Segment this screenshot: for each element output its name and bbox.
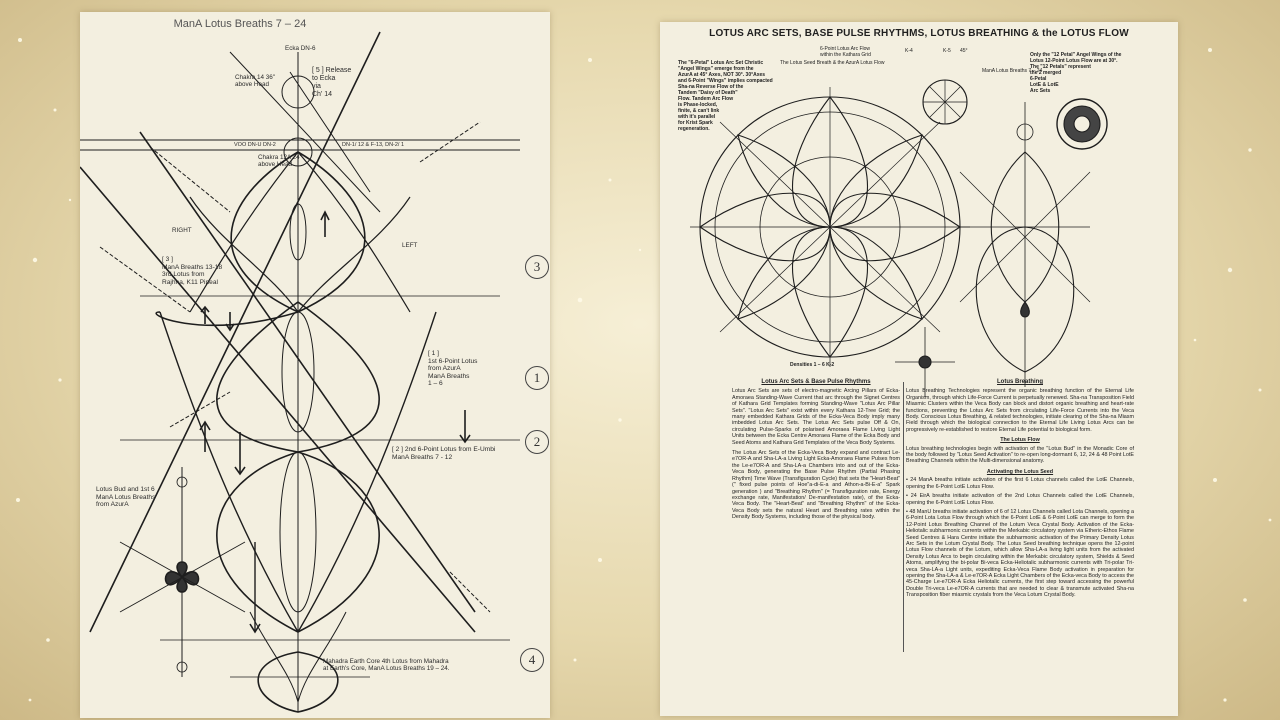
activating-seed-subheading: Activating the Lotus Seed — [986, 468, 1054, 475]
dn-label: DN-1/ 12 & F-13, DN-2/ 1 — [342, 142, 405, 148]
breaths-13-18-label: [ 3 ] ManA Breaths 13-18 3rd Lotus from Rajhna, K11 Pineal — [162, 256, 223, 286]
step-number-2: 2 — [525, 430, 549, 454]
ecka-label: Ecka DN-6 — [285, 45, 316, 52]
col1-paragraph-2: The Lotus Arc Sets of the Ecka-Veca Body expand and contract Le-e7OR-A and Sha-LA-a Living Light Ecka-Amoraea Flame Pulses from the Le-e7OR-A and Sha-LA-a Chambers into and out of the Ecka-Veca Body, generating the Base Pulse Rhythm (Partial Phasing Rhythm) Time Wave (Transfiguration Cycle) that sets the "Heart-Beat" (" fixed pulse points of Hoe"a-di-E-a and Athon-a-Bi-E-a" Spark generation ) and "Breathing Rhythm" (= Transfiguration rate, Energy exchange rate, Manifestation/ De-manifestation rate), of the Ecka-Veca Body. The "Heart-Beat" and "Breathing Rhythm" of the Ecka-Veca Body sets the natural Heart and Breathing rates within the Density Body Systems, including those of the physical body. — [732, 450, 900, 521]
left-label: LEFT — [402, 242, 418, 249]
col1-paragraph-1: Lotus Arc Sets are sets of electro-magnetic Arcing Pillars of Ecka-Amoraea Standing-Wave Current that arc through the Signet Centres of Kathara Grid Templates forming Standing-Wave "Lotus Arc Pillar Sets". "Lotus Arc Sets" exist within every Kathara 12-Tree Grid; the many embedded Kathara Grids of the Ecka-Veca Body imply many imbedded Lotus Arc Sets. The Lotus Arc Sets pulse Off & On, circulating Pulse-Sparks of polarised Amoraea Flame Living Light Units between the Ecka Centre Amoraea Flame of the Ecka Body and Seed Atoms and Kathara Grid Templates of the Veca Body Systems. — [732, 388, 900, 446]
right-label: RIGHT — [172, 227, 192, 234]
release-label: [ 5 ] Release to Ecka via Ch' 14 — [312, 67, 352, 98]
left-document-page — [80, 12, 550, 718]
right-page-title: LOTUS ARC SETS, BASE PULSE RHYTHMS, LOTUS BREATHING & the LOTUS FLOW — [709, 28, 1129, 39]
lotus-arc-sets-column — [732, 379, 900, 525]
densities-caption: Densities 1 – 6 K-2 — [790, 362, 835, 368]
column-divider — [903, 382, 904, 652]
step-number-3: 3 — [525, 255, 549, 279]
mahadra-label: Mahadra Earth Core 4th Lotus from Mahadra at Earth's Core, ManA Lotus Breaths 19 – 24. — [323, 658, 450, 673]
step-number-1: 1 — [525, 366, 549, 390]
deg45-label: 45° — [960, 48, 968, 54]
chakra-14-label: Chakra 14 36" above Head — [235, 74, 276, 88]
lotus-breathing-column — [906, 379, 1134, 602]
bullet-2: • 24 EirA breaths initiate activation of the 2nd Lotus Channels called the LotE Channels, opening the 6-Point LotE Lotus Flow. — [906, 493, 1134, 506]
right-document-page — [660, 22, 1178, 716]
k4-label: K-4 — [905, 48, 913, 54]
mana-breaths-caption: ManA Lotus Breaths 7 – 24 — [982, 68, 1043, 74]
bullet-3: • 48 ManU breaths initiate activation of 6 of 12 Lotus Channels called Lota Channels, opening a 6-Point Lota Lotus Flow through which the 6-Point LotE & 6-Point LotE can merge to form the 12-Point Lotus Breathing Channel of the Lotum Veca Crystal Body. Activation of the Ecka-Heliotalic subharmonic currents within the Merkabic circulatory system via Etheric-Ethos Flame Seed Centres & Hara Centre initiate the subharmonic activation of the Primary Density Lotus Arc Sets in the Lotum Crystal Body. The Lotus Seed breathing technique opens the 12-point Lotus Flow channels of the Lotum, which allow Sha-LA-a living light units from the activated Density Lotus Arcs to begin circulating within the Merkabic circulatory system, Shields & Seed Atoms, amplifying the bi-polar Bi-veca Ecka-Heliotalic subharmonic currents with Tri-polar Tri-veca Sha-LA-a Light units, expediting Ecka-Veca Flame Body activation in preparation for opening the Sha-LA-a & Le-e7OR-A Ecka Light Chambers of the Ecka-veca Body to access the 45-Charge Le-e7OR-A Ecka Heliotalic currents, the first step toward accessing the powerful Double Tri-veca Le-e7OR-A currents that are needed to clear & transmute activated Sha-na Transposition fiber miasmic crystals from the Veca Lotum Crystal Body. — [906, 508, 1134, 599]
col1-heading: Lotus Arc Sets & Base Pulse Rhythms — [761, 379, 871, 385]
lotus-bud-label: Lotus Bud and 1st 6 ManA Lotus Breaths from AzurA — [96, 486, 156, 509]
lotus-flow-subheading: The Lotus Flow — [1000, 437, 1040, 444]
chakra-12a-label: Chakra 12A 24" above Head — [258, 154, 302, 168]
lotus-breath-diagram — [80, 12, 550, 718]
left-page-title: ManA Lotus Breaths 7 – 24 — [173, 18, 307, 30]
bullet-1: • 24 ManA breaths initiate activation of the first 6 Lotus channels called the LotE Channels, opening the 6-Point LotE Lotus Flow. — [906, 477, 1134, 490]
first-lotus-label: [ 1 ] 1st 6-Point Lotus from AzurA ManA Breaths 1 – 6 — [428, 350, 478, 388]
voo-label: VOO DN-U DN-2 — [234, 142, 276, 148]
lotus-seed-caption: The Lotus Seed Breath & the AzurA Lotus Flow — [780, 60, 885, 66]
six-point-caption: 6-Point Lotus Arc Flow within the Kathara Grid — [820, 46, 871, 58]
k5-label: K-5 — [943, 48, 951, 54]
twelve-petal-caption: Only the "12 Petal" Angel Wings of the Lotus 12-Point Lotus Flow are at 30°. The "12 Petals" represent the 2 merged 6-Petal LotE & LotE Arc Sets — [1030, 52, 1122, 94]
col2-paragraph-1: Lotus Breathing Technologies represent the organic breathing function of the Eternal Life Organism, through which Life-Force Current is perpetually renewed. Sha-na Transposition Field Miasmic Clusters within the Veca Body can block and distort organic breathing and heart-rate functions, preventing the Lotus Arc Sets from circulating Life-Force Currents into the Veca Body. Conscious Lotus Breathing, & related technologies, initiate clearing of the Sha-na Miasm Field through which the biological connection to the Eternal Life Living Lotus Arcs can be progressively re-established to restore Eternal Life potential to biological form. — [906, 388, 1134, 433]
col2-heading: Lotus Breathing — [997, 379, 1043, 385]
col2-paragraph-2: Lotus breathing technologies begin with activation of the "Lotus Bud" in the Monadic Core of the body followed by "Lotus Seed Activation" to re-open long-dormant 6, 12, 24 & 48 Point LotE Breathing Channels within the Multi-dimensional anatomy. — [906, 445, 1134, 465]
six-petal-caption: The "6-Petal" Lotus Arc Set Christic "Angel Wings" emerge from the AzurA at 45° Axes, NOT 30°. 30°Axes and 6-Point "Wings" implies compacted Sha-na Reverse Flow of the Tandem "Daisy of Death" Flow. Tandem Arc Flow is Phase-locked, finite, & can't link with it's parallel for Krist Spark regeneration. — [678, 60, 773, 132]
second-lotus-label: [ 2 ] 2nd 6-Point Lotus from E-Umbi ManA Breaths 7 - 12 — [392, 446, 496, 461]
step-number-4: 4 — [520, 648, 544, 672]
